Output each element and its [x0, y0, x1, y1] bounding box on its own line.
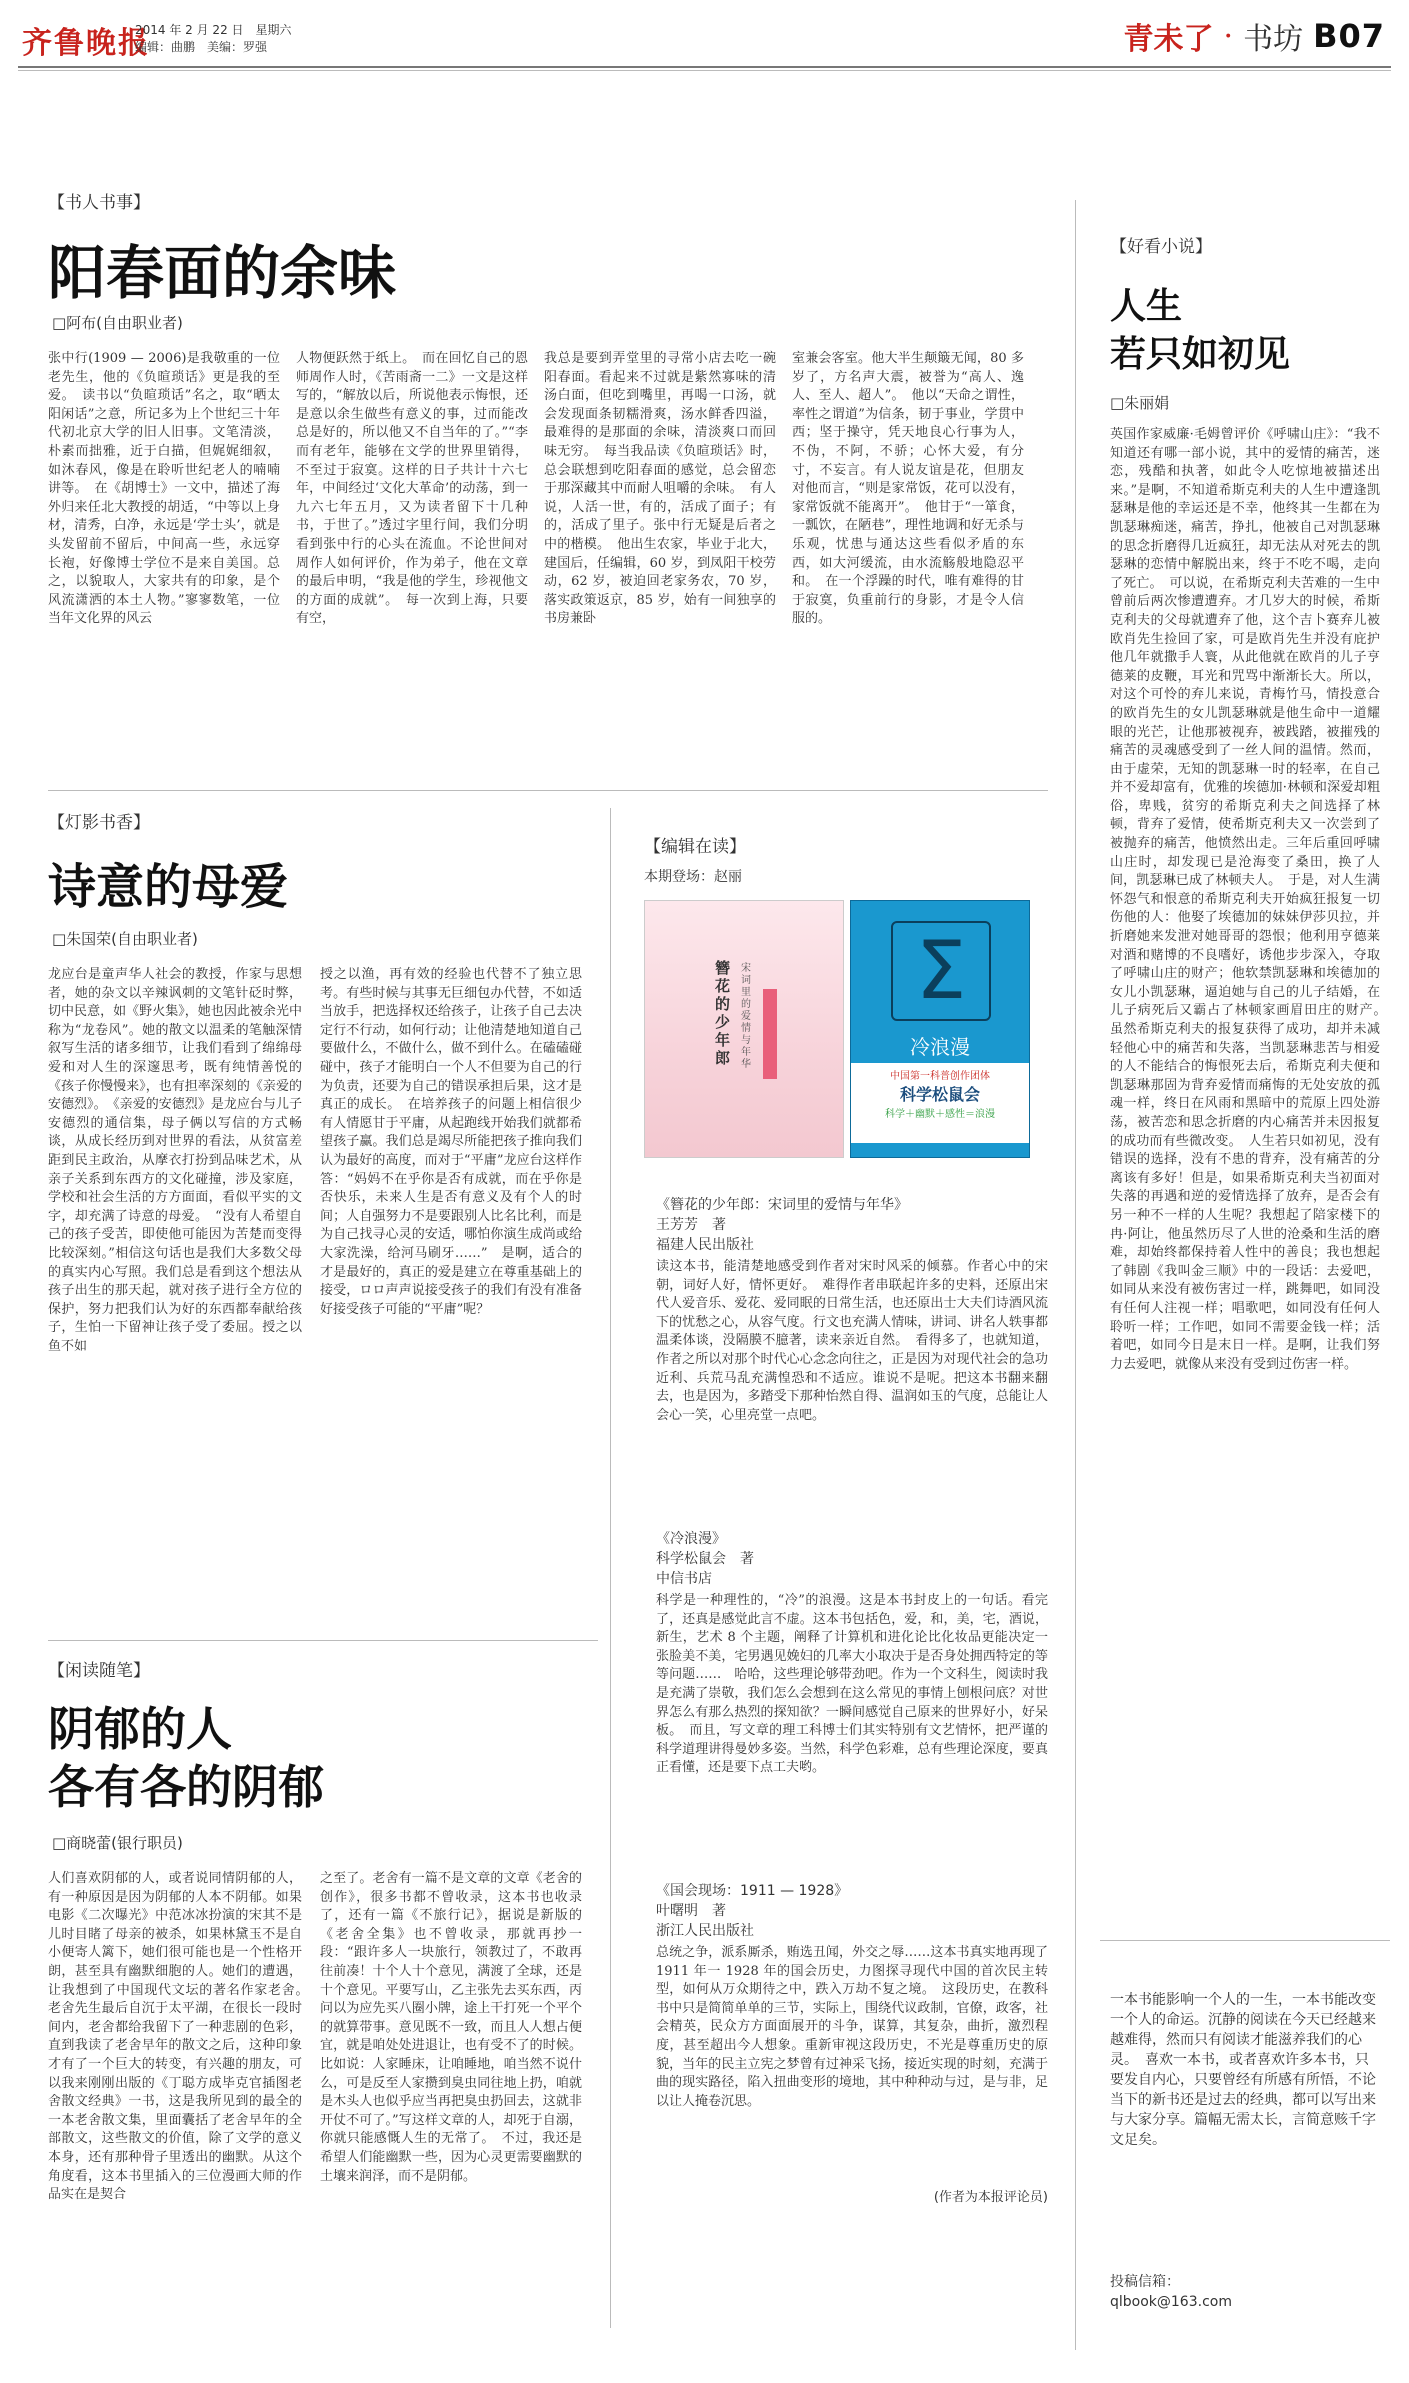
section-header [1124, 14, 1385, 58]
banner-line1: 中国第一科普创作团体 [890, 1071, 990, 1082]
book-cover-1-subtitle: 宋词里的爱情与年华 [741, 963, 751, 1070]
masthead-rule-thin [18, 70, 1391, 71]
issue-info [135, 22, 292, 56]
article-column: 我总是要到弄堂里的寻常小店去吃一碗阳春面。看起来不过就是紫然寡味的清汤白面，但吃到嘴里，再喝一口汤，就会发现面条韧糯滑爽，汤水鲜香四溢，最难得的是那面的余味，清淡爽口而回味无穷。 每当我品读《负暄琐话》时，总会联想到吃阳春面的感觉，总会留恋于那深藏其中而耐人咀嚼的余味。 有人说，人活一世，有的，活成了面子；有的，活成了里子。张中行无疑是后者之中的楷模。 他出生农家，毕业于北大，建国后，任编辑，60 岁，到凤阳干校劳动，62 岁，被迫回老家务农，70 岁，落实政策返京，85 岁，始有一间独享的书房兼卧 [544, 351, 776, 627]
section-divider [48, 790, 1048, 791]
book-title: 《国会现场：1911 — 1928》 [656, 1883, 849, 1899]
book-author: 王芳芳 著 [656, 1217, 726, 1233]
article-title-line1: 阴郁的人 [48, 1702, 232, 1756]
article-column: 人们喜欢阴郁的人，或者说同情阴郁的人，有一种原因是因为阴郁的人本不阴郁。如果电影《二次曝光》中范冰冰扮演的宋其不是儿时目睹了母亲的被杀，如果林黛玉不是自小便寄人篱下，她们很可能也是一个性格开朗，甚至具有幽默细胞的人。她们的遭遇，让我想到了中国现代文坛的著名作家老舍。 老舍先生最后自沉于太平湖，在很长一段时间内，老舍都给我留下了一种悲剧的色彩，直到我读了老舍早年的散文之后，这种印象才有了一个巨大的转变，有兴趣的朋友，可以我来刚刚出版的《丁聪方成毕克官插图老舍散文经典》一书，这是我所见到的最全的一本老舍散文集，里面囊括了老舍早年的全部散文，这些散文的价值，除了文学的意义本身，还有那种骨子里透出的幽默。从这个角度看，这本书里插入的三位漫画大师的作品实在是契合 [48, 1871, 316, 2203]
section-divider [48, 1640, 598, 1641]
book-author: 叶曙明 著 [656, 1903, 726, 1919]
sidebar-title-line1: 人生 [1110, 285, 1183, 327]
article-column: 之至了。老舍有一篇不是文章的文章《老舍的创作》，很多书都不曾收录，这本书也收录了，还有一篇《不旅行记》，据说是新版的《老舍全集》也不曾收录，那就再抄一段：“跟许多人一块旅行，领教过了，不敢再往前凑！十个人十个意见，满渡了全球，还是十个意见。平要写山，乙主张先去买东西，丙问以为应先买八圈小牌，途上干打死一个平个的就算带事。意见既不一致，而且人人想占便宜，就是咱处处进退让，也有受不了的时候。比如说：人家睡床，让咱睡地，咱当然不说什么，可是反至人家攒到臭虫同往地上扔，咱就是木头人也似乎应当再把臭虫扔回去，这就非开仗不可了。”写这样文章的人，却死于自溺，你就只能感慨人生的无常了。 不过，我还是希望人们能幽默一些，因为心灵更需要幽默的土壤来润泽，而不是阴郁。 [320, 1871, 582, 2184]
article-title: 诗意的母爱 [48, 859, 289, 915]
book-title: 《簪花的少年郎：宋词里的爱情与年华》 [656, 1197, 908, 1213]
article-title-line2: 各有各的阴郁 [48, 1760, 324, 1814]
book-review-1 [656, 1194, 1048, 1520]
book-review-text: 读这本书，能清楚地感受到作者对宋时风采的倾慕。作者心中的宋朝，词好人好，情怀更好。 难得作者串联起许多的史料，还原出宋代人爱音乐、爱花、爱同眠的日常生活，也还原出士大夫们诗酒风流下的忧愁之心，从容气度。行文也充满人情味，讲词、讲名人轶事都温柔体谈，没隔膜不臆著，读来亲近自然。 看得多了，也就知道，作者之所以对那个时代心心念念向往之，正是因为对现代社会的急功近利、兵荒马乱充满惶恐和不适应。谁说不是呢。把这本书翻来翻去，也是因为，多踏受下那种怡然自得、温润如玉的气度，总能让人会心一笑，心里亮堂一点吧。 [656, 1259, 1048, 1423]
article-column: 龙应台是童声华人社会的教授，作家与思想者，她的杂文以辛辣讽刺的文笔针砭时弊，切中民意，如《野火集》，她也因此被余光中称为“龙卷风”。她的散文以温柔的笔触深情叙写生活的诸多细节，让我们看到了绵绵母爱和对人生的深邃思考，既有纯情善悦的《孩子你慢慢来》，也有担率深刻的《亲爱的安德烈》。 《亲爱的安德烈》是龙应台与儿子安德烈的通信集，母子俩以写信的方式畅谈，从成长经历到对世界的看法，从贫富差距到民主政治，从摩衣打扮到品味艺术，从亲子关系到东西方的文化碰撞，涉及家庭，学校和社会生活的方方面面，看似平实的文字，却充满了诗意的母爱。 “没有人希望自己的孩子受苦，即使他可能因为苦楚而变得比较深刻。”相信这句话也是我们大多数父母的真实内心写照。我们总是看到这个想法从孩子出生的那天起，就对孩子进行全方位的保护，努力把我们认为好的东西都奉献给孩子，生怕一下留神让孩子受了委屈。授之以鱼不如 [48, 967, 302, 1354]
editors-pick-subline: 本期登场：赵丽 [644, 869, 742, 885]
book-title: 《冷浪漫》 [656, 1531, 726, 1547]
banner-line2: 科学松鼠会 [899, 1085, 980, 1104]
book-review-3 [656, 1880, 1048, 2205]
book-publisher: 福建人民出版社 [656, 1237, 754, 1253]
issue-editors: 编辑：曲鹏 美编：罗强 [135, 40, 268, 54]
footer-text: 一本书能影响一个人的一生，一本书能改变一个人的命运。沉静的阅读在今天已经越来越难得，然而只有阅读才能滋养我们的心灵。 喜欢一本书，或者喜欢许多本书，只要发自内心，只要曾经有所感有所悟，不论当下的新书还是过去的经典，都可以写出来与大家分享。篇幅无需太长，言简意赅千字文足矣。 [1110, 1992, 1376, 2148]
footer-box [1110, 1990, 1380, 2312]
article-column: 授之以渔，再有效的经验也代替不了独立思考。有些时候与其事无巨细包办代替，不如适当放手，把选择权还给孩子，让孩子自己去决定行不行动，如何行动；让他清楚地知道自己要做什么，不做什么，做不到什么。在磕磕碰碰中，孩子才能明白一个人不但要为自己的行为负责，还要为自己的错误承担后果，这才是真正的成长。 在培养孩子的问题上相信很少有人情愿甘于平庸，从起跑线开始我们就都希望孩子赢。我们总是竭尽所能把孩子推向我们认为最好的高度，而对于“平庸”龙应台这样作答：“妈妈不在乎你是否有成就，而在乎你是否快乐，未来人生是否有意义及有个人的时间；人自强努力不是要跟别人比名比利，而是为自己找寻心灵的安适，哪怕你演生成尚或给大家洗澡，给河马刷牙……” 是啊，适合的才是最好的，真正的爱是建立在尊重基础上的接受，ロロ声声说接受孩子的我们有没有准备好接受孩子可能的“平庸”呢？ [320, 967, 582, 1317]
sigma-icon: Σ [891, 921, 991, 1021]
article-byline: □朱国荣(自由职业者) [52, 930, 198, 948]
contact-label: 投稿信箱： [1110, 2274, 1180, 2290]
article-byline: □商晓蕾(银行职员) [52, 1834, 183, 1852]
masthead-rule [18, 66, 1391, 68]
article-title: 阳春面的余味 [48, 239, 397, 307]
sidebar-title [1110, 282, 1290, 378]
book-review-text: 科学是一种理性的，“冷”的浪漫。这是本书封皮上的一句话。看完了，还真是感觉此言不虚。这本书包括色，爱，和，美，宅，酒说，新生，艺术 8 个主题，阐释了计算机和进化论比化妆品更能决定一张脸美不美，宅男遇见娩妇的几率大小取决于是否身处拥西特定的等等问题…… 哈哈，这些理论够带劲吧。作为一个文科生，阅读时我是充满了崇敬，我们怎么会想到在这么常见的事情上刨根问底？对世界怎么有那么热烈的探知欲？一瞬间感觉自己原来的世界好小，好呆板。 而且，写文章的理工科博士们其实特别有文艺情怀，把严谨的科学道理讲得曼妙多姿。当然，科学色彩难，总有些理论深度，要真正看懂，还是要下点工夫哟。 [656, 1593, 1048, 1776]
sidebar-divider [1075, 200, 1076, 2350]
footer-divider [1100, 1940, 1390, 1941]
book-review-2 [656, 1528, 1048, 1872]
article-byline: □阿布(自由职业者) [52, 314, 183, 332]
sidebar-byline: □朱丽娟 [1110, 394, 1170, 412]
book-cover-1-band [763, 989, 777, 1079]
book-cover-2-banner [851, 1063, 1029, 1143]
article-title [48, 1700, 324, 1816]
article-column: 室兼会客室。他大半生颠簸无闻，80 多岁了，方名声大震，被誉为“高人、逸人、至人、超人”。 他以“天命之谓性，率性之谓道”为信条，韧于事业，学贯中西；坚于操守，凭天地良心行事为人，不伪，不阿，不骄；心怀大爱，有分寸，不妄言。有人说友谊是花，但朋友对他而言，“则是家常饭，花可以没有，家常饭就不能离开”。 他甘于“一箪食，一瓢饮，在陋巷”，理性地调和好无杀与乐观，忧患与通达这些看似矛盾的东西，如大河缓流，由水流觞般地隐忍平和。 在一个浮躁的时代，唯有难得的甘于寂寞，负重前行的身影，才是令人信服的。 [792, 351, 1024, 627]
book-cover-1-title: 簪花的少年郎 [715, 959, 731, 1067]
article-column: 张中行(1909 — 2006)是我敬重的一位老先生，他的《负暄琐话》更是我的至爱。 读书以“负暄琐话”名之，取“晒太阳闲话”之意，所记多为上个世纪三十年代初北京大学的旧人旧事。文笔清淡，朴素而拙雅，近于白描，但娓娓细叙，如沐春风，像是在聆听世纪老人的喃喃讲等。 在《胡博士》一文中，描述了海外归来任北大教授的胡适，“中等以上身材，清秀，白净，永远是‘学士头’，就是头发留前不留后，中间高一些，永远穿长袍，好像博士学位不是来自美国。总之，以貌取人，大家共有的印象，是个风流潇洒的本土人物。”寥寥数笔，一位当年文化界的风云 [48, 351, 280, 627]
newspaper-logo: 齐鲁晚报 [22, 26, 150, 61]
sidebar-text: 英国作家威廉·毛姆曾评价《呼啸山庄》：“我不知道还有哪一部小说，其中的爱情的痛苦，迷恋，残酷和执著，如此令人吃惊地被描述出来。”是啊，不知道希斯克利夫的人生中遭逢凯瑟琳是他的幸运还是不幸，他终其一生都在为凯瑟琳痴迷，痛苦，挣扎，他被自己对凯瑟琳的思念折磨得几近疯狂，却无法从对死去的凯瑟琳的恋情中解脱出来，终于不吃不喝，走向了死亡。 可以说，在希斯克利夫苦难的一生中曾前后两次惨遭遭弃。才几岁大的时候，希斯克利夫的父母就遭弃了他，这个吉卜赛弃儿被欧肖先生捡回了家，可是欧肖先生并没有庇护他几年就撒手人寰，从此他就在欧肖的儿子亨德莱的皮鞭，耳光和咒骂中渐渐长大。所以，对这个可怜的弃儿来说，青梅竹马，情投意合的欧肖先生的女儿凯瑟琳就是他生命中一道耀眼的光芒，让他那被视弃，被践踏，被摧残的痛苦的灵魂感受到了一丝人间的温情。然而，由于虚荣，无知的凯瑟琳一时的轻率，在自己并不爱却富有，优雅的埃德加·林顿和深爱却粗俗，卑贱，贫穷的希斯克利夫之间选择了林顿，背弃了爱情，使希斯克利夫又一次尝到了被抛弃的痛苦，他愤然出走。三年后重回呼啸山庄时，却发现已是沧海变了桑田，换了人间，凯瑟琳已成了林顿夫人。 于是，对人生满怀怨气和恨意的希斯克利夫开始疯狂报复一切伤他的人：他娶了埃德加的妹妹伊莎贝拉，并折磨她来发泄对她哥哥的怨恨；他利用亨德莱对酒和赌博的不良嗜好，诱他步步深入，夺取了呼啸山庄的财产；他软禁凯瑟琳和埃德加的女儿小凯瑟琳，逼迫她与自己的儿子结婚，在儿子病死后又霸占了林顿家画眉田庄的财产。 虽然希斯克利夫的报复获得了成功，却并未减轻他心中的痛苦和失落，当凯瑟琳悲苦与相爱的人不能结合的悔恨死去后，希斯克利夫便和凯瑟琳那固为背弃爱情而痛悔的无处安放的孤魂一样，终日在风雨和黑暗中的荒原上四处游荡，被苦恋和思念折磨的内心痛苦并未因报复的成功而有些微改变。 人生若只如初见，没有错误的选择，没有不患的背弃，没有痛苦的分离该有多好！但是，如果希斯克利夫当初面对失落的再遇和逆的爱情选择了放弃，是否会有另一种不一样的人生呢？我想起了陪家楼下的冉·阿让，他虽然历尽了人世的沧桑和生活的磨难，却始终都保持着人性中的善良；我也想起了韩剧《我叫金三顺》中的一段话：去爱吧，如同从来没有被伤害过一样，跳舞吧，如同没有任何人注视一样；唱歌吧，如同没有任何人聆听一样；工作吧，如同不需要金钱一样；活着吧，如同今日是末日一样。是啊，让我们努力去爱吧，就像从来没有受到过伤害一样。 [1110, 427, 1394, 1372]
book-publisher: 浙江人民出版社 [656, 1923, 754, 1939]
article-tag: 【闲读随笔】 [48, 1661, 150, 1681]
book-review-text: 总统之争，派系厮杀，贿选丑闻，外交之辱……这本书真实地再现了 1911 年一 1928 年的国会历史，力图探寻现代中国的首次民主转型，如何从万众期待之中，跌入万劫不复之境。 这段历史，在教科书中只是简简单单的三节，实际上，围绕代议政制，官僚，政客，社会精英，民众方方面面展开的斗争，谋算，其复杂，曲折，激烈程度，甚至超出今人想象。重新审视这段历史，不光是尊重历史的原貌，当年的民主立宪之梦曾有过神采飞扬，接近实现的时刻，充满于曲的现实路径，陷入扭曲变形的境地，其中种种动与过，是与非，足以让人掩卷沉思。 [656, 1945, 1048, 2109]
book-publisher: 中信书店 [656, 1571, 712, 1587]
book-author: 科学松鼠会 著 [656, 1551, 754, 1567]
contact-email[interactable]: qlbook@163.com [1110, 2294, 1232, 2310]
sidebar-tag: 【好看小说】 [1110, 237, 1212, 257]
section-column: 书坊 [1243, 22, 1304, 57]
section-brand: 青未了 [1123, 22, 1214, 57]
column-divider [610, 808, 611, 2328]
issue-date: 2014 年 2 月 22 日 星期六 [135, 23, 292, 37]
page-number: B07 [1313, 17, 1385, 55]
article-tag: 【灯影书香】 [48, 813, 150, 833]
book-cover-1[interactable] [644, 900, 844, 1158]
section-separator: · [1223, 18, 1234, 54]
editors-pick-tag: 【编辑在读】 [644, 837, 746, 857]
article-column: 人物便跃然于纸上。 而在回忆自己的恩师周作人时，《苦雨斋一二》一文是这样写的，“解放以后，所说他表示悔恨，还是意以余生做些有意义的事，过而能改总是好的，所以他又不自当年的了。”“李而有老年，能够在文学的世界里销得，不至过于寂寞。这样的日子共计十六七年，中间经过‘文化大革命’的动荡，到一九六七年五月，又为读者留下十几种书，于世了。”透过字里行间，我们分明看到张中行的心头在流血。不论世间对周作人如何评价，作为弟子，他在文章的最后申明，“我是他的学生，珍视他文的方面的成就”。 每一次到上海，只要有空， [296, 351, 528, 627]
article-tag: 【书人书事】 [48, 193, 150, 213]
book-cover-2-title: 冷浪漫 [910, 1035, 970, 1059]
banner-line3: 科学＋幽默＋感性＝浪漫 [885, 1109, 995, 1120]
sidebar-title-line2: 若只如初见 [1110, 333, 1291, 375]
book-cover-2[interactable] [850, 900, 1030, 1158]
review-credit: (作者为本报评论员) [933, 2190, 1048, 2205]
